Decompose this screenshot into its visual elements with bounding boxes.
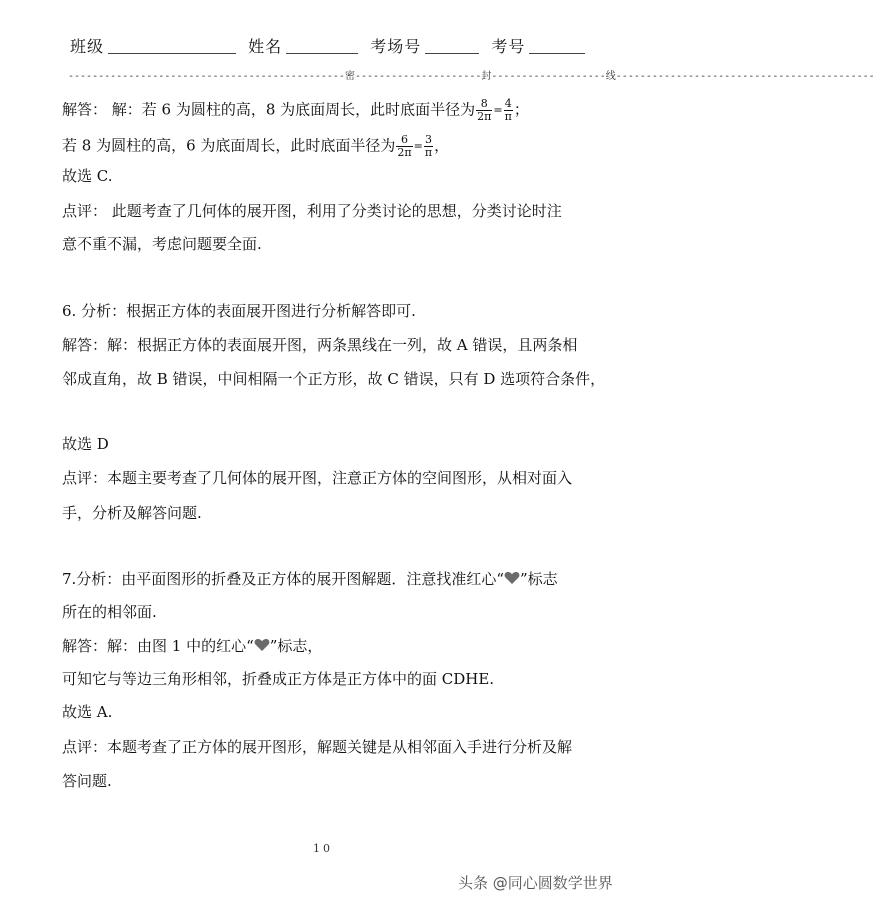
frac-den: π (424, 146, 433, 159)
frac-num: 6 (396, 134, 412, 147)
frac-num: 3 (424, 133, 432, 146)
page-number: 10 (313, 842, 333, 855)
q6-line-1: 6. 分析：根据正方体的表面展开图进行分析解答即可. (62, 302, 416, 320)
seal-dashes: ---------------------------------------------- (68, 71, 345, 82)
class-label: 班级 (70, 37, 105, 56)
q6-line-3: 邻成直角，故 B 错误，中间相隔一个正方形，故 C 错误，只有 D 选项符合条件， (62, 370, 606, 388)
seal-xian: 线 (605, 71, 616, 82)
fraction (424, 134, 433, 159)
exam-header (70, 34, 591, 57)
watermark: 头条 @同心圆数学世界 (458, 874, 613, 892)
q7-line-5: 故选 A. (62, 703, 113, 721)
q5-line-3: 故选 C. (62, 167, 113, 185)
frac-den: π (504, 110, 512, 123)
seal-dashes: --------------------- (354, 71, 482, 82)
q6-line-6: 手，分析及解答问题. (62, 504, 202, 522)
q5-line-1 (62, 98, 529, 123)
q5-line-2 (62, 134, 449, 159)
q6-line-2: 解答：解：根据正方体的表面展开图，两条黑线在一列，故 A 错误，且两条相 (62, 336, 578, 354)
q7-line-4: 可知它与等边三角形相邻，折叠成正方体是正方体中的面 CDHE. (62, 670, 495, 688)
equals: = (493, 103, 503, 117)
q5-text: ， (434, 136, 450, 155)
frac-num: 8 (476, 98, 492, 111)
frac-num: 4 (504, 97, 512, 110)
heart-icon (254, 638, 270, 652)
q7-line-6: 点评：本题考查了正方体的展开图形，解题关键是从相邻面入手进行分析及解 (62, 738, 573, 756)
q5-line-4: 点评： 此题考查了几何体的展开图，利用了分类讨论的思想，分类讨论时注 (62, 202, 562, 220)
fraction (476, 98, 492, 123)
frac-den: 2π (477, 110, 492, 123)
equals: = (413, 139, 423, 153)
seal-dashes: ------------------- (491, 71, 606, 82)
number-label: 考号 (491, 37, 526, 56)
room-blank (425, 37, 479, 54)
q7-line-2: 所在的相邻面. (62, 603, 157, 621)
q6-line-5: 点评：本题主要考查了几何体的展开图，注意正方体的空间图形，从相对面入 (62, 469, 573, 487)
heart-icon (504, 571, 520, 585)
seal-feng: 封 (481, 71, 492, 82)
room-label: 考场号 (370, 37, 422, 56)
q7-text: 7.分析：由平面图形的折叠及正方体的展开图解题．注意找准红心“ (62, 570, 504, 588)
class-blank (108, 37, 236, 54)
seal-line (68, 67, 875, 82)
q5-line-5: 意不重不漏，考虑问题要全面. (62, 235, 262, 253)
seal-mi: 密 (344, 71, 355, 82)
q7-text: ”标志， (269, 637, 323, 655)
frac-den: 2π (397, 146, 412, 159)
q7-line-3 (62, 636, 322, 656)
q5-text: ； (513, 100, 529, 119)
q5-text: 若 8 为圆柱的高，6 为底面周长，此时底面半径为 (62, 136, 396, 155)
number-blank (529, 37, 585, 54)
q5-text: 解答： 解：若 6 为圆柱的高，8 为底面周长，此时底面半径为 (62, 100, 476, 119)
q6-line-4: 故选 D (62, 435, 109, 453)
q7-text: ”标志 (519, 570, 558, 588)
fraction (504, 98, 513, 123)
fraction (396, 134, 412, 159)
seal-dashes: ------------------------------------------- (615, 71, 875, 82)
q7-text: 解答：解：由图 1 中的红心“ (62, 637, 254, 655)
name-blank (286, 37, 358, 54)
q7-line-7: 答问题. (62, 772, 112, 790)
q7-line-1 (62, 569, 558, 589)
name-label: 姓名 (248, 37, 283, 56)
